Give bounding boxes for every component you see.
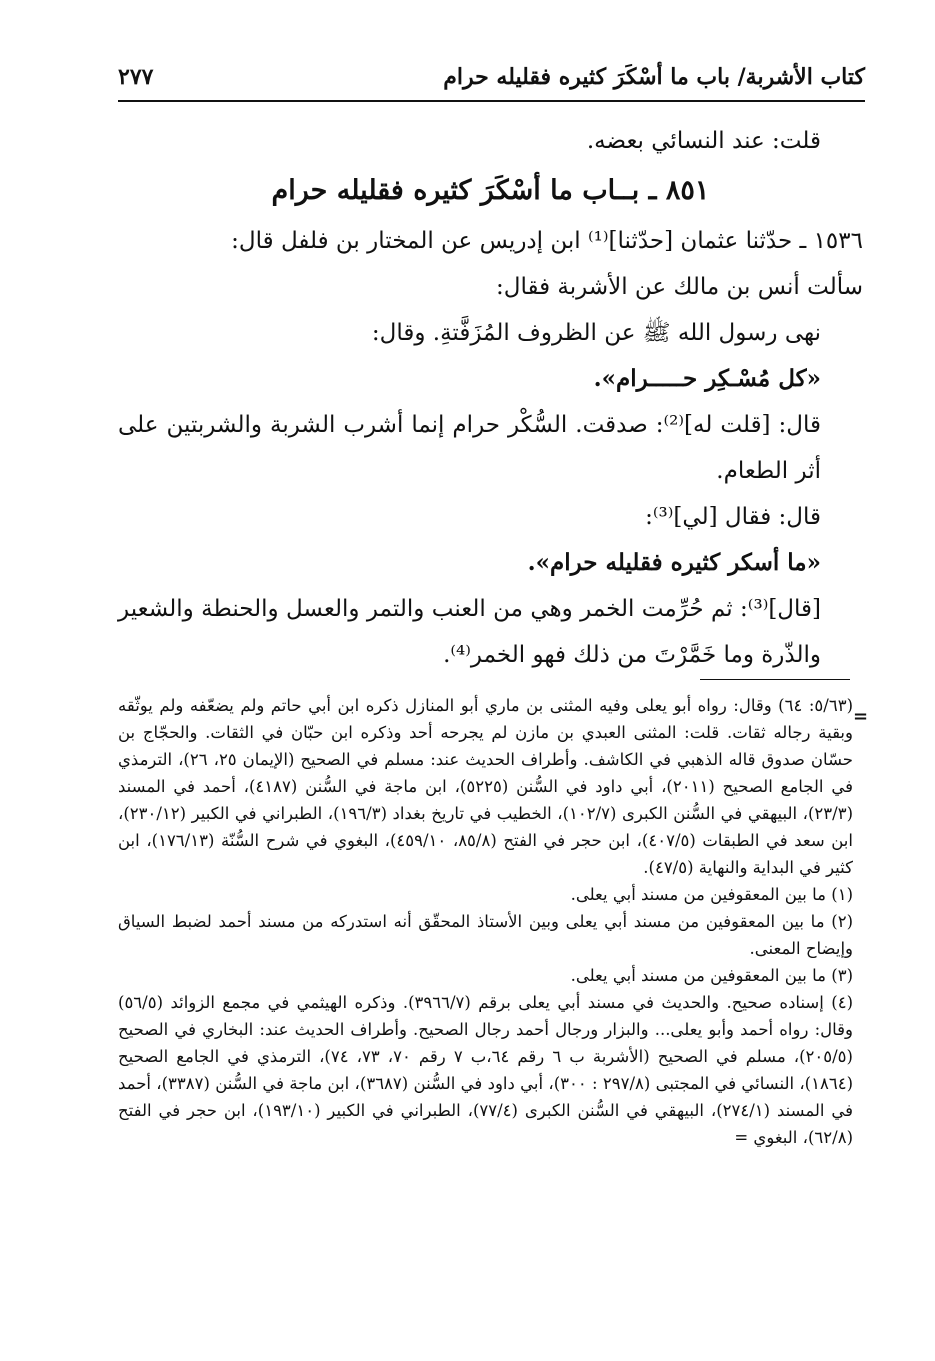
text-line: سألت أنس بن مالك عن الأشربة فقال: [495, 274, 863, 300]
hadith-quote: «كل مُسْـكِر حـــــرام». [593, 365, 821, 392]
footnote-1: (١) ما بين المعقوفين من مسند أبي يعلى. [570, 885, 853, 904]
main-text [118, 118, 863, 678]
page-header [118, 58, 865, 102]
text-line: قال: فقال [لي]⁽³⁾: [645, 504, 821, 530]
footnote-2: (٢) ما بين المعقوفين من مسند أبي يعلى وبين الأستاذ المحقّق أنه استدركه من مسند أحمد لضبط السياق وإيضاح المعنى. [118, 912, 853, 958]
page-number: ٢٧٧ [118, 64, 154, 90]
header-rule [118, 100, 865, 102]
footnote-3: (٣) ما بين المعقوفين من مسند أبي يعلى. [570, 966, 853, 985]
footnotes [118, 692, 853, 1151]
text-paragraph: قال: [قلت له]⁽²⁾: صدقت. السُّكْر حرام إنما أشرب الشربة والشربتين على أثر الطعام. [118, 412, 821, 484]
text-line: قلت: عند النسائي بعضه. [586, 128, 821, 154]
running-title: كتاب الأشربة/ باب ما أسْكَرَ كثيره فقليله حرام [443, 64, 865, 90]
footnote-4: (٤) إسناده صحيح. والحديث في مسند أبي يعلى برقم (٣٩٦٦/٧). وذكره الهيثمي في مجمع الزوائد (٥٦/٥) وقال: رواه أحمد وأبو يعلى... والبزار ورجال أحمد رجال الصحيح. وأطراف الحديث عند: البخاري في الصحيح (٢٠٥/٥)، مسلم في الصحيح (الأشربة ب ٦ رقم ٦٤،ب ٧ رقم ٧٠، ٧٣، ٧٤)، الترمذي في الجامع الصحيح (١٨٦٤)، النسائي في المجتبى (٢٩٧/٨ : ٣٠٠)، أبي داود في السُّنن (٣٦٨٧)، ابن ماجة في السُّنن (٣٣٨٧)، أحمد في المسند (٢٧٤/١)، البيهقي في السُّنن الكبرى (٧٧/٤)، الطبراني في الكبير (١٩٣/١٠)، ابن حجر في الفتح (٦٢/٨)، البغوي = [118, 993, 854, 1147]
chapter-heading: ٨٥١ ـ بــاب ما أسْكَرَ كثيره فقليله حرام [271, 175, 710, 206]
text-paragraph: [قال]⁽³⁾: ثم حُرِّمت الخمر وهي من العنب والتمر والعسل والحنطة والشعير والذّرة وما خَمَّرْتَ من ذلك فهو الخمر⁽⁴⁾. [118, 596, 821, 668]
hadith-quote: «ما أسكر كثيره فقليله حرام». [527, 549, 821, 576]
hadith-chain: ١٥٣٦ ـ حدّثنا عثمان [حدّثنا]⁽¹⁾ ابن إدريس عن المختار بن فلفل قال: [231, 228, 863, 254]
continuation-mark: = [853, 706, 869, 727]
text-line: نهى رسول الله ﷺ عن الظروف المُزَفَّتةِ. وقال: [371, 320, 821, 346]
footnote-continued: (٥/٦٣: ٦٤) وقال: رواه أبو يعلى وفيه المثنى بن ماري أبو المنازل ذكره ابن أبي حاتم ولم يضعّفه ولم يوثّقه وبقية رجاله ثقات. قلت: المثنى العبدي بن مازن لم يجرحه أحد وذكره ابن حبّان في الثقات. والحجّاج بن حسّان صدوق قاله الذهبي في الكاشف. وأطراف الحديث عند: مسلم في الصحيح (الإيمان ٢٥، ٢٦)، الترمذي في الجامع الصحيح (٢٠١١)، أبي داود في السُّنن (٥٢٢٥)، ابن ماجة في السُّنن (٤١٨٧)، أحمد في المسند (٢٣/٣)، البيهقي في السُّنن الكبرى (١٠٢/٧)، الخطيب في تاريخ بغداد (١٩٦/٣)، الطبراني في الكبير (٢٣٠/١٢)، ابن سعد في الطبقات (٤٠٧/٥)، ابن حجر في الفتح (٨٥/٨، ٤٥٩/١٠)، البغوي في شرح السُّنّة (١٧٦/١٣)، ابن كثير في البداية والنهاية (٤٧/٥). [118, 696, 853, 877]
footnote-separator [700, 679, 850, 680]
